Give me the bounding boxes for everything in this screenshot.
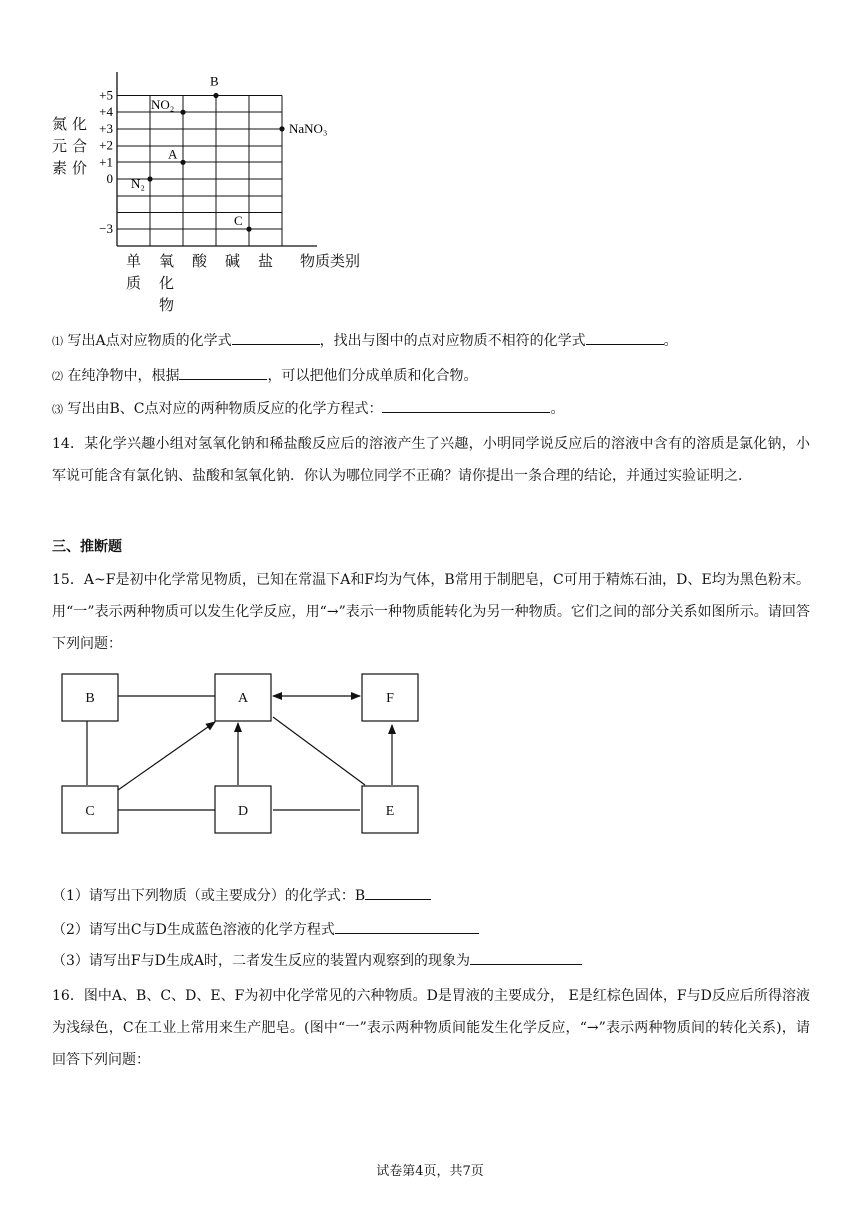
data-point [246,227,251,232]
y-tick-label: −3 [99,221,113,237]
data-point [213,93,218,98]
q16-text: 16．图中A、B、C、D、E、F为初中化学常见的六种物质。D是胃液的主要成分， E是红棕色固体，F与D反应后所得溶液为浅绿色，C在工业上常用来生产肥皂。(图中“一”表示两种物质间能发生化学反应，“→”表示两种物质间的转化关系)，请回答下列问题： [52,988,810,1068]
answer-blank[interactable] [382,398,550,413]
data-point-label: A [168,146,178,162]
x-category-label: 酸 [191,252,207,270]
q14-text: 14．某化学兴趣小组对氢氧化钠和稀盐酸反应后的溶液产生了兴趣，小明同学说反应后的溶液中含有的溶质是氯化钠，小军说可能含有氯化钠、盐酸和氢氧化钠．你认为哪位同学不正确？请你提出一条合理的结论，并通过实验证明之． [52,436,810,484]
answer-blank[interactable] [470,950,582,965]
y-tick-labels [99,88,113,237]
q13-sub3: ⑶ 写出由B、C点对应的两种物质反应的化学方程式： 。 [52,398,564,420]
data-point-label: NO₂ [151,97,175,113]
y-axis-label-col2: 化 合 价 [72,115,88,177]
data-point-label: B [210,73,219,89]
answer-blank[interactable] [586,330,664,345]
data-point [180,110,185,115]
q15-sub1: （1）请写出下列物质（或主要成分）的化学式：B [52,885,431,906]
answer-blank[interactable] [232,330,320,345]
section-heading: 三、推断题 [52,539,122,555]
q15-sub2: （2）请写出C与D生成蓝色溶液的化学方程式 [52,919,479,940]
box-label-C: C [85,804,95,819]
box-label-B: B [85,691,95,706]
data-points [131,74,327,232]
answer-blank[interactable] [179,365,267,380]
box-label-A: A [237,691,249,706]
q13-sub2: ⑵ 在纯净物中，根据 ，可以把他们分成单质和化合物。 [52,365,477,387]
answer-blank[interactable] [335,919,479,934]
q13-sub1: ⑴ 写出A点对应物质的化学式 ，找出与图中的点对应物质不相符的化学式 。 [52,330,678,352]
box-label-E: E [385,804,395,819]
x-axis-label: 物质类别 [300,252,361,270]
x-category-label: 氧 化 物 [158,252,174,314]
answer-blank[interactable] [365,885,431,900]
data-point [147,176,152,181]
nitrogen-valence-chart [0,65,380,265]
page-footer: 试卷第4页，共7页 [376,1164,484,1179]
edge-A-E [273,717,365,785]
data-point-label: NaNO₃ [289,120,328,136]
chart-grid [117,72,317,246]
box-label-D: D [237,804,249,819]
data-point [279,126,284,131]
y-tick-label: +1 [99,154,113,170]
box-label-F: F [386,691,394,706]
y-axis-label-col1: 氮 元 素 [52,115,68,177]
x-category-label: 单 质 [125,252,141,292]
y-tick-label: +2 [99,137,113,153]
data-point [180,160,185,165]
edge-C-A [118,722,215,790]
q15-relation-diagram [55,665,435,845]
y-tick-label: +3 [99,120,113,136]
y-tick-label: 0 [106,171,113,186]
y-tick-label: +5 [99,87,113,103]
y-tick-label: +4 [99,104,113,120]
q15-text: 15．A~F是初中化学常见物质，已知在常温下A和F均为气体，B常用于制肥皂，C可用于精炼石油，D、E均为黑色粉末。用“一”表示两种物质可以发生化学反应，用“→”表示一种物质能转化为另一种物质。它们之间的部分关系如图所示。请回答下列问题： [52,572,810,652]
q15-sub3: （3）请写出F与D生成A时，二者发生反应的装置内观察到的现象为 [52,950,582,971]
x-category-label: 碱 [224,252,240,270]
x-category-label: 盐 [257,252,273,270]
data-point-label: C [234,213,243,229]
data-point-label: N₂ [131,176,145,191]
